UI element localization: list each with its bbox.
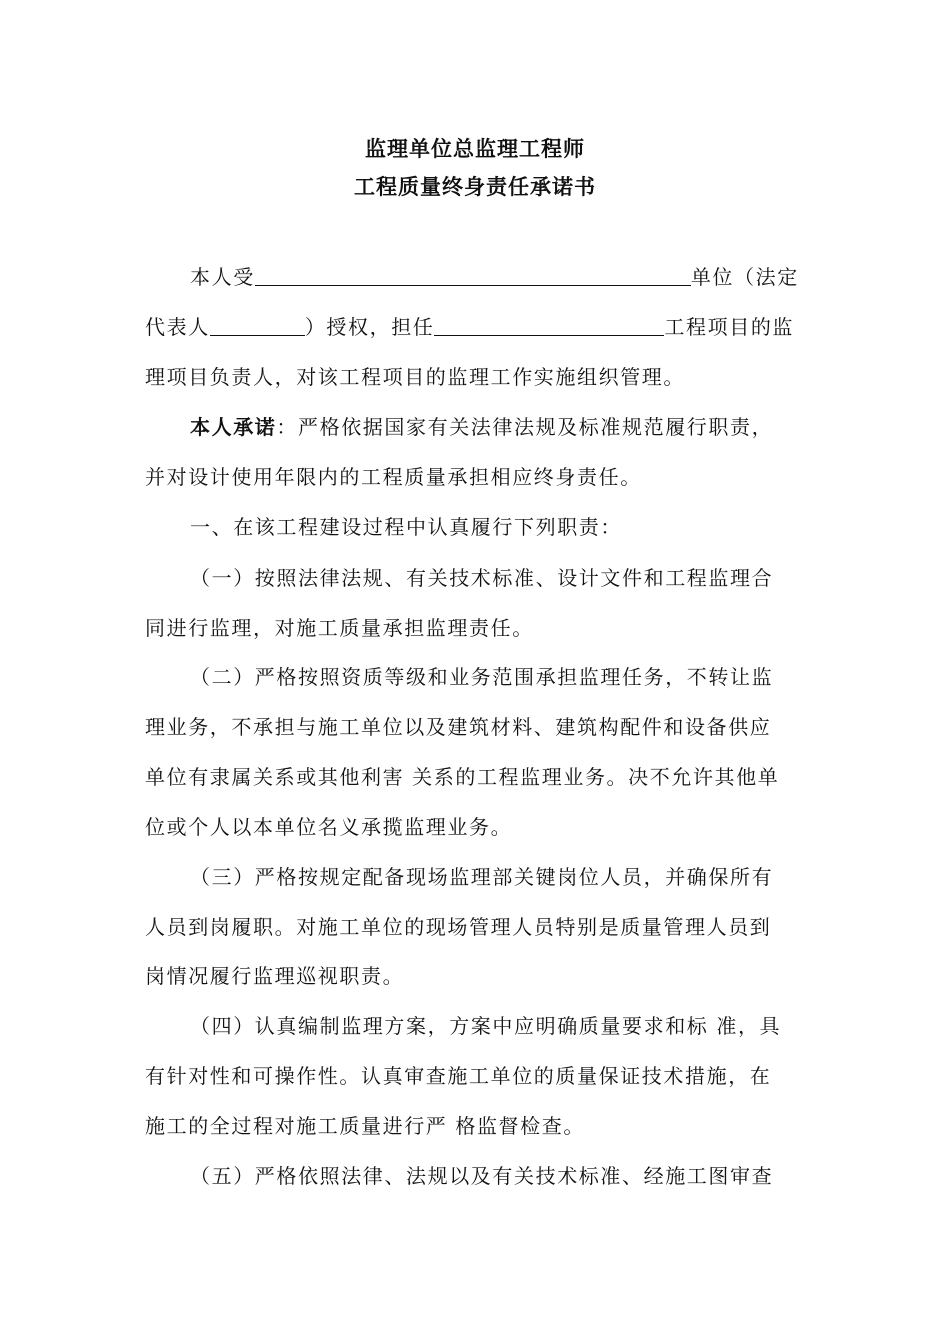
text-segment: 工程项目的监 (664, 315, 795, 339)
item-3-line-3: 岗情况履行监理巡视职责。 (145, 964, 405, 988)
document-title-line-2: 工程质量终身责任承诺书 (354, 174, 596, 199)
item-2-line-3: 单位有隶属关系或其他利害 关系的工程监理业务。决不允许其他单 (145, 765, 780, 789)
unit-name-blank[interactable] (255, 263, 691, 286)
item-2-line-1: （二）严格按照资质等级和业务范围承担监理任务，不转让监 (190, 665, 774, 689)
paragraph-authorization-line-2 (145, 312, 815, 342)
item-1-line-1: （一）按照法律法规、有关技术标准、设计文件和工程监理合 (190, 566, 774, 590)
item-5-line-1: （五）严格依照法律、法规以及有关技术标准、经施工图审查 (190, 1164, 774, 1188)
item-4-line-2: 有针对性和可操作性。认真审查施工单位的质量保证技术措施，在 (145, 1064, 772, 1088)
paragraph-commitment-line-1 (190, 412, 815, 442)
item-2-line-2: 理业务，不承担与施工单位以及建筑材料、建筑构配件和设备供应 (145, 715, 772, 739)
text-segment: ）授权，担任 (304, 315, 435, 339)
project-name-blank[interactable] (434, 313, 664, 336)
paragraph-authorization-line-1 (190, 262, 815, 292)
paragraph-authorization-line-3: 理项目负责人，对该工程项目的监理工作实施组织管理。 (145, 365, 685, 389)
text-segment: 代表人 (145, 315, 210, 339)
item-2-line-4: 位或个人以本单位名义承揽监理业务。 (145, 815, 513, 839)
text-segment: 本人受 (190, 265, 255, 289)
paragraph-commitment-line-2: 并对设计使用年限内的工程质量承担相应终身责任。 (145, 465, 642, 489)
item-1-line-2: 同进行监理，对施工质量承担监理责任。 (145, 616, 534, 640)
item-3-line-1: （三）严格按规定配备现场监理部关键岗位人员，并确保所有 (190, 865, 774, 889)
section-heading-duties: 一、在该工程建设过程中认真履行下列职责： (190, 515, 622, 539)
item-3-line-2: 人员到岗履职。对施工单位的现场管理人员特别是质量管理人员到 (145, 915, 772, 939)
item-4-line-3: 施工的全过程对施工质量进行严 格监督检查。 (145, 1114, 585, 1138)
text-segment: ：严格依据国家有关法律法规及标准规范履行职责， (276, 415, 774, 439)
document-title-line-1: 监理单位总监理工程师 (365, 136, 585, 161)
item-4-line-1: （四）认真编制监理方案，方案中应明确质量要求和标 准，具 (190, 1014, 782, 1038)
commitment-lead: 本人承诺 (190, 415, 277, 439)
legal-representative-blank[interactable] (210, 313, 305, 336)
text-segment: 单位（法定 (690, 265, 799, 289)
